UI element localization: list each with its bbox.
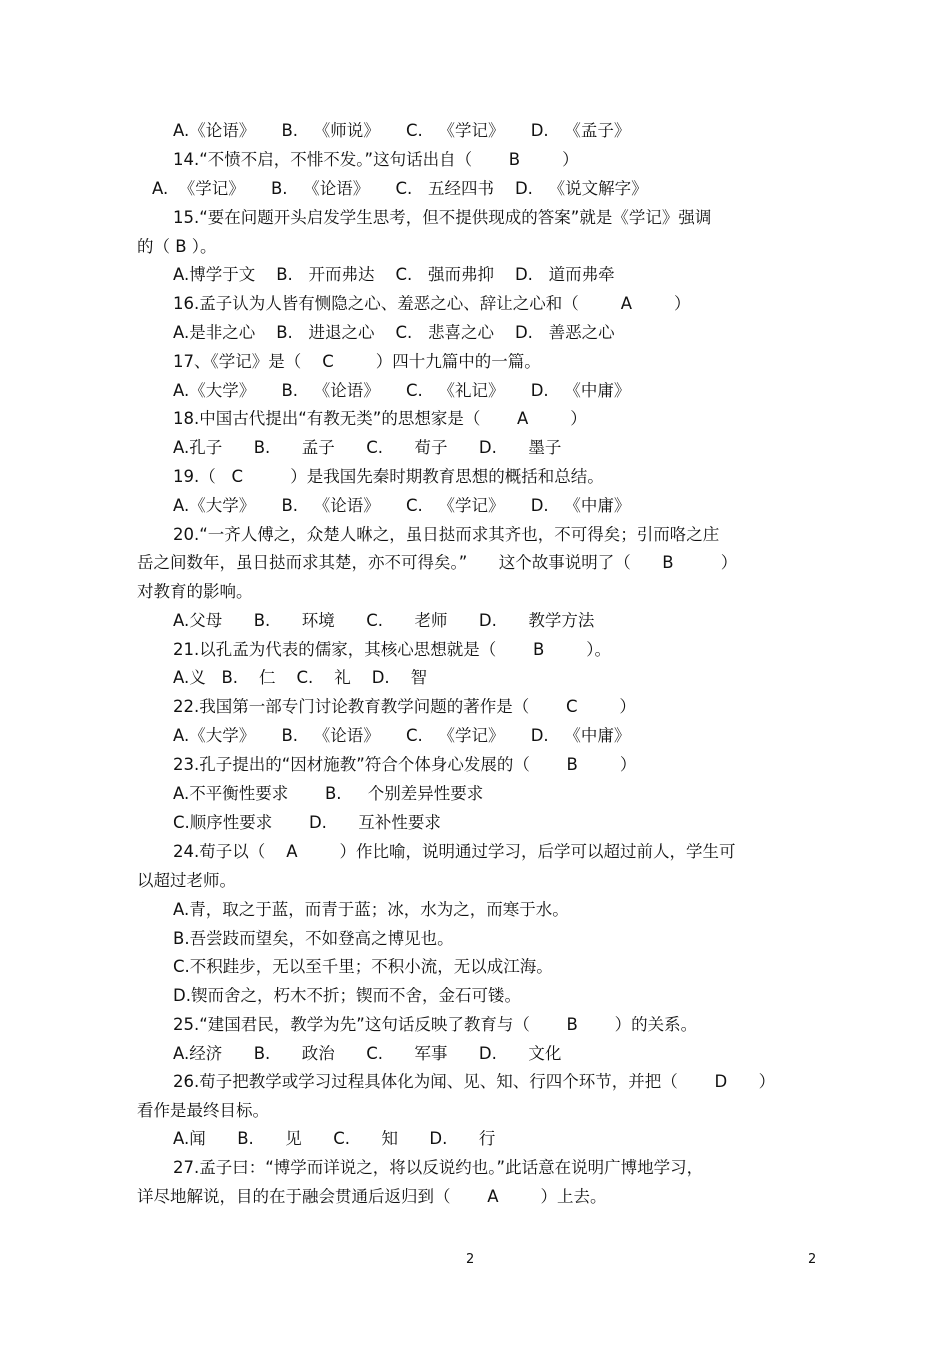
text-line: 看作是最终目标。 — [137, 1101, 269, 1120]
text-line: 详尽地解说，目的在于融会贯通后返归到（ A ）上去。 — [137, 1187, 607, 1206]
text-line: 20.“一齐人傅之，众楚人咻之，虽日挞而求其齐也，不可得矣；引而咯之庄 — [173, 525, 720, 544]
text-line: A.《大学》 B. 《论语》 C. 《学记》 D. 《中庸》 — [173, 726, 631, 745]
text-line: 以超过老师。 — [137, 871, 236, 890]
text-line: 22.我国第一部专门讨论教育教学问题的著作是（ C ） — [173, 697, 636, 716]
text-line: 17、《学记》是（ C ）四十九篇中的一篇。 — [173, 352, 541, 371]
text-line: A.《论语》 B. 《师说》 C. 《学记》 D. 《孟子》 — [173, 121, 631, 140]
text-line: 的（ B ）。 — [137, 237, 217, 256]
text-line: 21.以孔孟为代表的儒家，其核心思想就是（ B ）。 — [173, 640, 611, 659]
text-line: A.《大学》 B. 《论语》 C. 《礼记》 D. 《中庸》 — [173, 381, 631, 400]
page-number-right: 2 — [808, 1252, 817, 1267]
page-number-center: 2 — [466, 1252, 475, 1267]
text-line: A.父母 B. 环境 C. 老师 D. 教学方法 — [173, 611, 595, 630]
text-line: 18.中国古代提出“有教无类”的思想家是（ A ） — [173, 409, 587, 428]
text-line: 26.荀子把教学或学习过程具体化为闻、见、知、行四个环节，并把（ D ） — [173, 1072, 776, 1091]
text-line: A.不平衡性要求 B. 个别差异性要求 — [173, 784, 484, 803]
text-line: A.孔子 B. 孟子 C. 荀子 D. 墨子 — [173, 438, 562, 457]
text-line: 23.孔子提出的“因材施教”符合个体身心发展的（ B ） — [173, 755, 637, 774]
text-line: 19.（ C ）是我国先秦时期教育思想的概括和总结。 — [173, 467, 604, 486]
text-line: D.锲而舍之，朽木不折；锲而不舍，金石可镂。 — [173, 986, 521, 1005]
text-line: A.经济 B. 政治 C. 军事 D. 文化 — [173, 1044, 562, 1063]
text-line: 16.孟子认为人皆有恻隐之心、羞恶之心、辞让之心和（ A ） — [173, 294, 691, 313]
text-line: 27.孟子曰：“博学而详说之，将以反说约也。”此话意在说明广博地学习， — [173, 1158, 704, 1177]
text-line: B.吾尝跂而望矣，不如登高之博见也。 — [173, 929, 454, 948]
text-line: A.是非之心 B. 进退之心 C. 悲喜之心 D. 善恶之心 — [173, 323, 615, 342]
text-line: A.《大学》 B. 《论语》 C. 《学记》 D. 《中庸》 — [173, 496, 631, 515]
text-line: A.闻 B. 见 C. 知 D. 行 — [173, 1129, 496, 1148]
text-line: A.义 B. 仁 C. 礼 D. 智 — [173, 668, 428, 687]
text-line: A.青，取之于蓝，而青于蓝；冰，水为之，而寒于水。 — [173, 900, 569, 919]
text-line: A. 《学记》 B. 《论语》 C. 五经四书 D. 《说文解字》 — [152, 179, 648, 198]
text-line: 24.荀子以（ A ）作比喻，说明通过学习，后学可以超过前人，学生可 — [173, 842, 736, 861]
text-line: C.顺序性要求 D. 互补性要求 — [173, 813, 441, 832]
text-line: 对教育的影响。 — [137, 582, 253, 601]
text-line: C.不积跬步，无以至千里；不积小流，无以成江海。 — [173, 957, 553, 976]
text-line: A.博学于文 B. 开而弗达 C. 强而弗抑 D. 道而弗牵 — [173, 265, 615, 284]
text-line: 25.“建国君民，教学为先”这句话反映了教育与（ B ）的关系。 — [173, 1015, 698, 1034]
text-line: 15.“要在问题开头启发学生思考，但不提供现成的答案”就是《学记》强调 — [173, 208, 712, 227]
text-line: 岳之间数年，虽日挞而求其楚，亦不可得矣。” 这个故事说明了（ B ） — [137, 553, 738, 572]
text-line: 14.“不愤不启，不悱不发。”这句话出自（ B ） — [173, 150, 579, 169]
